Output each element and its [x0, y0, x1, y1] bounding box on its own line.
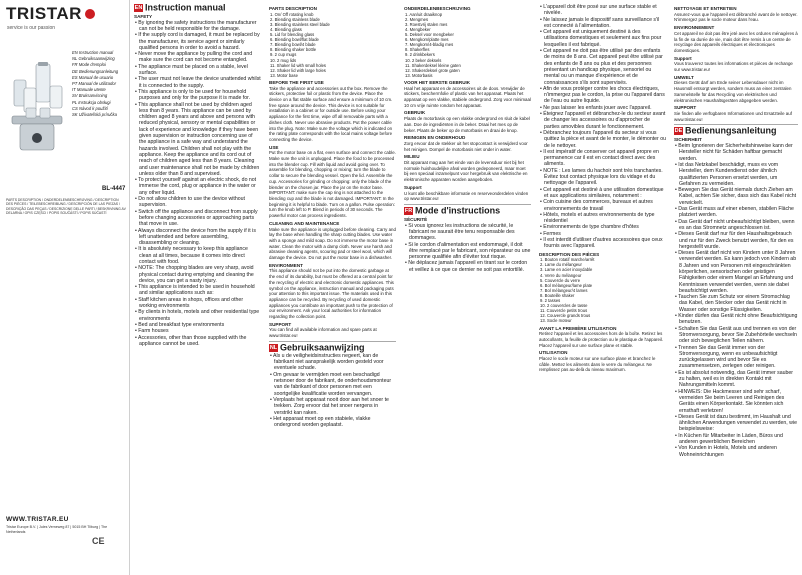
safety-item: • Si le cordon d'alimentation est endommagé, il doit être remplacé par le fabricant, son réparateur ou une personne qualifiée afin d'éviter tout risque. [404, 242, 531, 261]
en-support-text: You can find all available information and spare parts at www.tristar.eu! [269, 327, 377, 339]
part-item: 9. 2 tasses [540, 298, 561, 304]
part-item: 7. Mengkom/4-bladig mes [405, 42, 454, 48]
en-parts-list [269, 12, 396, 78]
safety-item: • Ne laissez jamais le dispositif sans surveillance s'il est connecté à l'alimentation. [539, 17, 666, 30]
en-parts-title: PARTS DESCRIPTION [269, 6, 317, 11]
en-heading [134, 4, 261, 12]
de-title: Bedienungsanleitung [685, 125, 777, 136]
part-item: 8. Blending shaker bottle [270, 47, 317, 53]
part-item: 12. Shaker lid with large holes [270, 67, 326, 73]
part-item: 4. Verre du mélangeur [540, 272, 582, 278]
fr-parts-list [539, 257, 666, 323]
safety-item: • Débranchez toujours l'appareil du secteur si vous quittez la pièce et avant de le monter, le démonter ou de le nettoyer. [539, 130, 666, 149]
part-item: 12. Shakerdeksel grote gaten [405, 67, 460, 73]
safety-item: • Ne pas laisser les enfants jouer avec l'appareil. [539, 105, 666, 111]
nl-use-title: GEBRUIK [404, 110, 426, 116]
de-heading [674, 127, 798, 135]
language-item: IT Manuale utente [72, 87, 106, 93]
part-item: 6. Bol mélangeur/lame plate [540, 282, 593, 288]
part-item: 3. Lame en acier inoxydable [540, 267, 593, 273]
part-item: 13. Motorbasis [405, 72, 433, 78]
language-item: CS Návod k použití [72, 105, 108, 111]
safety-item: • Om gevaar te vermijden moet een beschadigd netsnoer door de fabrikant, de onderhoudsmonteur van de fabrikant of door personen met een soortgelijke kwalificatie worden vervangen. [269, 372, 396, 397]
fr-safety-list-cont [539, 4, 666, 250]
fr-parts-title: DESCRIPTION DES PIÈCES [539, 251, 600, 257]
fr-safety-list-start [404, 223, 531, 273]
nl-lang-badge: NL [269, 344, 278, 351]
part-item: 5. Deksel voor mengbeker [405, 32, 454, 38]
nl-heading [269, 344, 396, 352]
part-item: 11. Couvercle petits trous [540, 308, 588, 314]
part-item: 1. Bouton rotatif marche/arrêt [540, 257, 595, 263]
nl-clean-title: REINIGEN EN ONDERHOUD [404, 135, 466, 141]
fr-safety-title: SÉCURITÉ [404, 216, 428, 222]
part-item: 3. Blending stainless steel blade [270, 21, 330, 27]
safety-item: • Das Gerät muss auf einer ebenen, stabilen Fläche platziert werden. [674, 206, 798, 219]
en-safety-title: SAFETY [134, 14, 153, 19]
safety-item: • The appliance must be placed on a stable, level surface. [134, 64, 261, 77]
brand-tagline: service is our passion [7, 25, 56, 31]
safety-item: • This appliance is only to be used for household purposes and only for the purpose it is made for. [134, 89, 261, 102]
part-item: 9. 2 drinkbekers [405, 52, 435, 58]
part-item: 7. Blending bowl/4 blade [270, 42, 316, 48]
part-item: 10. 2 mug lids [270, 57, 297, 63]
safety-item: • Switch off the appliance and disconnect from supply before changing accessories or approaching parts that move in use. [134, 209, 261, 228]
language-item: PL Instrukcja obsługi [72, 99, 111, 105]
safety-item: • Cet appareil est destiné à une utilisation domestique et aux applications similaires, notamment : [539, 187, 666, 200]
part-item: 5. Couvercle du verre [540, 277, 581, 283]
language-item: SK Užívateľská príručka [72, 112, 117, 118]
de-support-text: Sie finden alle verfügbaren Informationen und Ersatzteile auf www.tristar.eu! [674, 110, 792, 122]
part-item: 3. Roestvrij stalen mes [405, 21, 448, 27]
part-item: 10. 2 beker deksels [405, 57, 442, 63]
nl-column-usage [400, 0, 535, 575]
part-item: 2. Lame du mélangeur [540, 262, 582, 268]
nl-title: Gebruiksaanwijzing [280, 342, 365, 353]
part-item: 13. Motor base [270, 72, 298, 78]
en-use-title: USE [269, 144, 279, 150]
fr-before-title: AVANT LA PREMIÈRE UTILISATION [539, 325, 617, 331]
safety-item: • Von Kunden in Hotels, Motels und anderen Wohneinrichtungen [674, 445, 798, 458]
nl-before-text: Haal het apparaat en de accessoires uit de doos. Verwijder de stickers, beschermfolie of plastic van het apparaat. Plaats het apparaat op een vlakke, stabiele ondergrond. Zorg voor minimaal 10 cm vrije ruimte rondom het apparaat. [404, 85, 531, 108]
fr-support-text: Vous trouverez toutes les informations et pièces de rechange sur www.tristar.eu! [674, 61, 793, 73]
language-item: DE Bedienungsanleitung [72, 68, 119, 74]
safety-item: • NOTE : Les lames du hachoir sont très tranchantes. Évitez tout contact physique lors du vidage et du nettoyage de l'appareil. [539, 168, 666, 187]
nl-clean-text: Zorg ervoor dat de stekker uit het stopcontact is verwijderd voor het reinigen. Dompel de motorbasis niet onder in water. [404, 140, 528, 152]
language-item: ES Manual de usuario [72, 74, 114, 80]
en-env-title: ENVIRONMENT [269, 262, 303, 268]
safety-item: • Accessories, other than those supplied with the appliance cannot be used. [134, 335, 261, 348]
safety-item: • Coin cuisine des commerces, bureaux et autres environnements de travail [539, 199, 666, 212]
safety-item: • Éteignez l'appareil et débranchez-le du secteur avant de changer les accessoires ou d'approcher de parties amovibles durant le fonctionnement. [539, 111, 666, 130]
part-item: 6. Blending bowl/flat blade [270, 37, 319, 43]
part-item: 9. 2 cup mugs [270, 52, 297, 58]
part-description-heading: PARTS DESCRIPTION / ONDERDELENBESCHRIJVING / DESCRIPTION DES PIÈCES / TEILEBESCHREIBUNG / DESCRIPCIÓN DE LAS PIEZAS / DESCRIÇÃO DAS PEÇAS / DESCRIZIONE DELLE PARTI / BESKRIVNING AV DELARNA / OPIS CZĘŚCI / POPIS SOUČÁSTÍ / POPIS SÚČASTÍ [6, 198, 126, 216]
fr-env-title: ENVIRONNEMENT [674, 25, 715, 31]
safety-item: • To protect yourself against an electric shock, do not immerse the cord, plug or appliance in the water or any other liquid. [134, 177, 261, 196]
fr-support-title: Support [674, 55, 692, 61]
en-title: Instruction manual [145, 2, 226, 13]
safety-item: • Bed and breakfast type environments [134, 322, 261, 328]
safety-item: • By ignoring the safety instructions the manufacturer can not be held responsible for the damage. [134, 20, 261, 33]
safety-item: • Dieses Gerät darf nur für den Haushaltsgebrauch und nur für den Zweck benutzt werden, für den es hergestellt wurde. [674, 231, 798, 250]
safety-item: • Beim Ignorieren der Sicherheitshinweise kann der Hersteller nicht für Schäden haftbar gemacht werden. [674, 143, 798, 162]
language-item: SV Bruksanvisning [72, 93, 108, 99]
part-item: 6. Mengkom/platte mes [405, 37, 449, 43]
part-item: 7. Bol mélangeur/4 lames [540, 287, 588, 293]
en-before-text: Take the appliance and accessories out the box. Remove the stickers, protective foil or plastic from the device. Place the device on a flat stable surface and ensure a minimum of 10 cm. free space around the device. This device is not suitable for installation in a cabinet or for outside use. Before using your appliance for the first time, wipe off all removable parts with a dishes cloth. Never use abrasive products. Put the power cable into the plug. Note: Make sure the voltage which is indicated on the rating plate corresponds with the local mains voltage before connecting the device. [269, 85, 393, 142]
fr-clean-text: Assurez-vous que l'appareil est débranché avant de le nettoyer. N'immergez pas le socle moteur dans l'eau. [674, 11, 798, 23]
fr-before-text: Retirez l'appareil et les accessoires hors de la boîte. Retirez les autocollants, la feuille de protection ou le plastique de l'appareil. Placez l'appareil sur une surface plane et stable. [539, 331, 664, 348]
en-before-title: BEFORE THE FIRST USE [269, 79, 324, 85]
part-item: 8. Shakerfles [405, 47, 430, 53]
part-item: 5. Lid for blending glass [270, 32, 315, 38]
safety-item: • Il est interdit d'utiliser d'autres accessoires que ceux fournis avec l'appareil. [539, 237, 666, 250]
brand-logo [6, 4, 125, 24]
brand-dot-icon [85, 9, 95, 19]
nl-support-title: Support [404, 184, 422, 190]
en-column-usage [265, 0, 400, 575]
safety-item: • Il est impératif de conserver cet appareil propre en permanence car il est en contact direct avec des aliments. [539, 149, 666, 168]
cover-column [0, 0, 130, 575]
safety-item: • Ne déplacez jamais l'appareil en tirant sur le cordon et veillez à ce que ce dernier ne soit pas entortillé. [404, 260, 531, 273]
de-lang-badge: DE [674, 128, 683, 135]
nl-safety-list [269, 353, 396, 429]
safety-item: • Es ist absolut notwendig, das Gerät immer sauber zu halten, weil es in direkten Kontakt mit Nahrungsmitteln kommt. [674, 370, 798, 389]
language-list [72, 50, 130, 118]
en-clean-text: Make sure the appliance is unplugged before cleaning. Carry and lay the base when handling the sharp cutting blades. Use water with a sponge and mild soap. Do not immerse the motor base in water. Clean the motor with a damp cloth. Never use harsh and abrasive cleaning agents, scouring pad or steel wool, which will damage the device. Do not put the motor base in a dishwasher. [269, 226, 396, 261]
fr-title: Mode d'instructions [415, 205, 501, 216]
fr-use-text: Placez le socle moteur sur une surface plane et branchez le câble. Mettez les aliments dans le verre du mélangeur. Ne remplissez pas au-delà du niveau maximum. [539, 356, 656, 373]
part-item: 1. Aan/uit draaiknop [405, 11, 443, 17]
fr-use-title: UTILISATION [539, 350, 568, 356]
safety-item: • Fermes [539, 231, 666, 237]
fr-column [535, 0, 670, 575]
safety-item: • Dieses Gerät ist dazu bestimmt, im Haushalt und ähnlichen Anwendungen verwendet zu werden, wie beispielsweise: [674, 414, 798, 433]
part-item: 12. Couvercle grands trous [540, 313, 591, 319]
safety-item: • Tauchen Sie zum Schutz vor einem Stromschlag das Kabel, den Stecker oder das Gerät nicht in Wasser oder sonstige Flüssigkeiten. [674, 294, 798, 313]
en-clean-title: CLEANING AND MAINTENANCE [269, 220, 340, 226]
nl-use-text: Plaats de motorbasis op een vlakke ondergrond en sluit de kabel aan. Doe de ingrediënten in de beker. Draai het mes op de beker. Plaats de beker op de motorbasis en draai de knop. [404, 116, 530, 133]
safety-item: • If the supply cord is damaged, it must be replaced by the manufacturer, its service agent or similarly qualified persons in order to avoid a hazard. [134, 32, 261, 51]
safety-item: • Always disconnect the device from the supply if it is left unattended and before assembling, disassembling or cleaning. [134, 228, 261, 247]
safety-item: • Cet appareil est uniquement destiné à des utilisations domestiques et seulement aux fins pour lesquelles il est fabriqué. [539, 29, 666, 48]
part-item: 11. Shaker lid with small holes [270, 62, 327, 68]
fr-heading [404, 207, 531, 215]
part-item: 2. Mengmes [405, 16, 429, 22]
language-item: FR Mode d'emploi [72, 62, 106, 68]
de-column [670, 0, 802, 575]
en-column-safety [130, 0, 265, 575]
en-use-text: Put the motor base on a flat, even surface and connect the cable. Make sure the unit is unplugged. Place the food to be processed into the blender cup. Fill with liquid and avoid going over. To assemble for blending, chopping or mixing; turn the blade to collar to secure the blending vessel. Open the lid. Assemble the cup. Accessories for grinding or chopping: only the blade of the blender on the chosen jar. Place the jar on the motor base. IMPORTANT: make sure the cap ring is not attached to the blending cup and the blade is not damaged. IMPORTANT: In the beginning it is helpful to blade. Turn on a gallon. Pulse operation: turn the knob left to P. Blend in periods of 30 seconds. The powerful motor can process ingredients. [269, 150, 396, 219]
safety-item: • Verplaats het apparaat nooit door aan het snoer te trekken. Zorg ervoor dat het snoer nergens in verstrikt kan raken. [269, 397, 396, 416]
company-address: Tristar Europe B.V. | Jules Verneweg 87 | 5015 BH Tilburg | The Netherlands [6, 525, 108, 534]
safety-item: • Das Gerät darf nicht unbeaufsichtigt bleiben, wenn es an das Stromnetz angeschlossen ist. [674, 219, 798, 232]
en-lang-badge: EN [134, 5, 143, 11]
safety-item: • Trennen Sie das Gerät immer von der Stromversorgung, wenn es unbeaufsichtigt zurückgelassen wird und bevor Sie es zusammensetzen, zerlegen oder reinigen. [674, 345, 798, 370]
safety-item: • Si vous ignorez les instructions de sécurité, le fabricant ne saurait être tenu responsable des dommages. [404, 223, 531, 242]
website-url: WWW.TRISTAR.EU [6, 516, 69, 523]
model-number: BL-4447 [102, 186, 126, 192]
nl-env-text: Dit apparaat mag aan het einde van de levensduur niet bij het normale huishoudelijke afval worden gedeponeerd, maar moet bij een speciaal inzamelpunt voor hergebruik van elektrische en elektronische apparaten worden aangeboden. [404, 160, 528, 183]
safety-item: • Dieses Gerät darf nicht von Kindern unter 8 Jahren verwendet werden. Es kann jedoch von Kindern ab 8 Jahren und von Personen mit eingeschränkten körperlichen, sensorischen oder geistigen Fähigkeiten oder einem Mangel an Erfahrung und Kenntnissen verwendet werden, wenn sie dabei beaufsichtigt werden. [674, 250, 798, 294]
en-safety-list [134, 20, 261, 347]
safety-item: • Ist das Netzkabel beschädigt, muss es vom Hersteller, dem Kundendienst oder ähnlich qualifizierten Personen ersetzt werden, um Gefahren zu vermeiden. [674, 162, 798, 187]
nl-env-title: MILIEU [404, 154, 420, 160]
part-item: 4. Mengbeker [405, 26, 431, 32]
de-safety-title: SICHERHEIT [674, 137, 702, 143]
safety-item: • Kinder dürfen das Gerät nicht ohne Beaufsichtigung benutzen. [674, 313, 798, 326]
language-item: EN Instruction manual [72, 50, 114, 55]
safety-item: • Cet appareil ne doit pas être utilisé par des enfants de moins de 8 ans. Cet appareil peut être utilisé par des enfants de 8 ans ou plus et des personnes présentant un handicap physique, sensoriel ou mental ou un manque d'expérience et de connaissances s'ils sont supervisés. [539, 48, 666, 86]
ce-mark: CE [92, 536, 105, 546]
safety-item: • It is absolutely necessary to keep this appliance clean at all times, because it comes into direct contact with food. [134, 246, 261, 265]
part-item: 13. Socle moteur [540, 318, 572, 324]
safety-item: • Als u de veiligheidsinstructies negeert, kan de fabrikant niet aansprakelijk worden gesteld voor eventuele schade. [269, 353, 396, 372]
safety-item: • In Küchen für Mitarbeiter in Läden, Büros und anderen gewerblichen Bereichen [674, 433, 798, 446]
nl-support-text: U kunt alle beschikbare informatie en reserveonderdelen vinden op www.tristar.eu! [404, 190, 529, 202]
de-safety-list [674, 143, 798, 458]
part-item: 2. Blending stainless blade [270, 16, 320, 22]
fr-lang-badge: FR [404, 207, 413, 214]
brand-name: TRISTAR [6, 4, 82, 23]
safety-item: • Bewegen Sie das Gerät niemals durch Ziehen am Kabel, achten Sie sicher, dass sich das Kabel nicht verwickelt. [674, 187, 798, 206]
safety-item: • Do not allow children to use the device without supervision. [134, 196, 261, 209]
part-item: 11. Shakerdeksel kleine gaten [405, 62, 461, 68]
fr-clean-title: NETTOYAGE ET ENTRETIEN [674, 6, 737, 11]
language-item: PT Manual de utilizador [72, 81, 116, 87]
safety-item: • The user must not leave the device unattended whilst it is connected to the supply. [134, 76, 261, 89]
safety-item: • This appliance shall not be used by children aged less than 8 years. This appliance can be used by children aged 8 years and above and persons with reduced physical, sensory or mental capabilities or lack of experience and knowledge if they have been given supervision or instruction concerning use of the appliance in a safe way and understand the hazards involved. Children shall not play with the appliance. Keep the appliance and its cord out of reach of children aged less than 8 years. Cleaning and user maintenance shall not be made by children unless older than 8 and supervised. [134, 102, 261, 178]
nl-parts-title: ONDERDELENBESCHRIJVING [404, 6, 471, 11]
safety-item: • Environnements de type chambre d'hôtes [539, 224, 666, 230]
safety-item: • Het apparaat moet op een stabiele, vlakke ondergrond worden geplaatst. [269, 416, 396, 429]
safety-item: • NOTE: The chopping blades are very sharp, avoid physical contact during emptying and cleaning the device, you can get a nasty injury. [134, 265, 261, 284]
en-support-title: SUPPORT [269, 321, 292, 327]
safety-item: • Staff kitchen areas in shops, offices and other working environments [134, 297, 261, 310]
nl-before-title: VOOR HET EERSTE GEBRUIK [404, 79, 471, 85]
cover-footer [6, 516, 126, 534]
part-item: 4. Blending glass [270, 26, 302, 32]
part-item: 1. On/ Off rotating knob [270, 11, 314, 17]
safety-item: • Farm houses [134, 328, 261, 334]
part-item: 8. Bouteille shaker [540, 292, 575, 298]
de-env-title: UMWELT [674, 74, 694, 80]
safety-item: • L'appareil doit être posé sur une surface stable et nivelée. [539, 4, 666, 17]
safety-item: • This appliance is intended to be used in household and similar applications such as: [134, 284, 261, 297]
part-item: 10. 2 couvercles de tasse [540, 303, 588, 309]
en-env-text: This appliance should not be put into the domestic garbage at the end of its durability, but must be offered at a central point for the recycling of electric and electronic domestic appliances. This symbol on the appliance, instruction manual and packaging puts your attention to this important issue. The materials used in this appliance can be recycled. By recycling of used domestic appliances you contribute an important push to the protection of our environment. Ask your local authorities for information regarding the collection point. [269, 268, 394, 320]
blender-product-image [6, 60, 68, 155]
safety-item: • Afin de vous protéger contre les chocs électriques, n'immergez pas le cordon, la prise ou l'appareil dans de l'eau ou autre liquide. [539, 86, 666, 105]
safety-item: • By clients in hotels, motels and other residential type environments [134, 309, 261, 322]
language-item: NL Gebruiksaanwijzing [72, 56, 115, 62]
de-support-title: SUPPORT [674, 105, 697, 111]
safety-item: • Never move the appliance by pulling the cord and make sure the cord can not become entangled. [134, 51, 261, 64]
de-env-text: Dieses Gerät darf am Ende seiner Lebensdauer nicht im Hausmüll entsorgt werden, sondern muss an einer zentralen Sammelstelle für das Recycling von elektrischen und elektronischen Haushaltsgeräten abgegeben werden. [674, 80, 792, 103]
fr-env-text: Cet appareil ne doit pas être jeté avec les ordures ménagères à la fin de sa durée de vie, mais doit être remis à un centre de recyclage des appareils électriques et électroniques domestiques. [674, 30, 798, 53]
nl-parts-list [404, 12, 531, 78]
safety-item: • Schalten Sie das Gerät aus und trennen es von der Stromversorgung, bevor Sie Zubehörteile wechseln oder sich beweglichen Teilen nähern. [674, 326, 798, 345]
safety-item: • Hôtels, motels et autres environnements de type résidentiel [539, 212, 666, 225]
safety-item: • HINWEIS: Die Hackmesser sind sehr scharf, vermeiden Sie beim Leeren und Reinigen des Geräts einen Körperkontakt. Sie könnten sich ernsthaft verletzen! [674, 389, 798, 414]
